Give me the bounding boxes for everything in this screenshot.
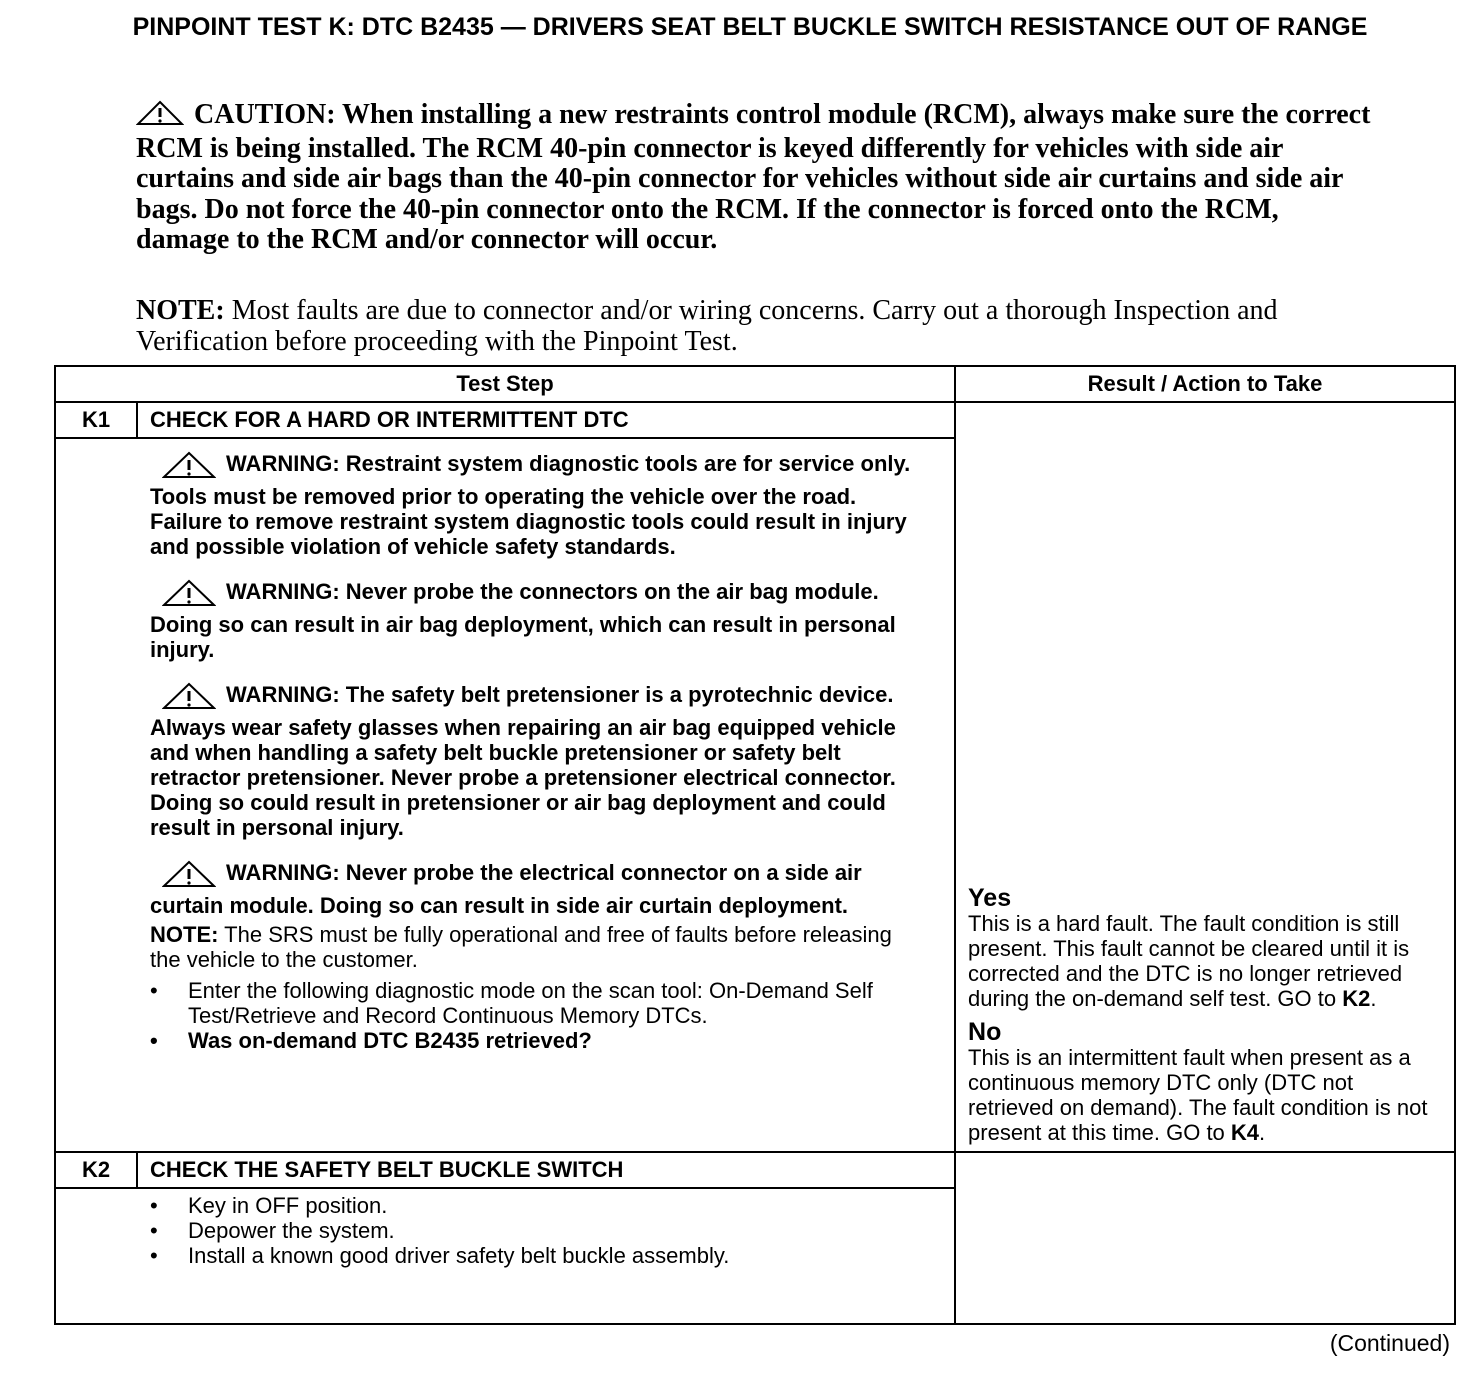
k2-step-id: K2: [55, 1152, 137, 1188]
k1-note-text: The SRS must be fully operational and free of faults before releasing the vehicle to the customer.: [150, 922, 892, 972]
header-result: Result / Action to Take: [955, 366, 1455, 402]
k1-yes-goto: K2: [1342, 986, 1371, 1011]
k1-yes-text: [968, 911, 1444, 1011]
k1-yes-label: Yes: [968, 884, 1012, 912]
pinpoint-table: [54, 365, 1456, 1325]
warning-triangle-icon: [136, 100, 184, 134]
caution-paragraph: [136, 100, 1376, 256]
continued-label: (Continued): [1329, 1330, 1450, 1356]
k1-body: [55, 438, 955, 1152]
k2-result-cell: [955, 1152, 1455, 1324]
warning-triangle-icon: [162, 860, 216, 893]
k1-no-end: .: [1259, 1120, 1266, 1145]
k1-warning-1-text: WARNING: Restraint system diagnostic tools are for service only. Tools must be removed prior to operating the vehicle over the road. Failure to remove restraint system diagnostic tools could result in injury and possible violation of vehicle safety standards.: [150, 451, 911, 559]
k1-no-text: [968, 1045, 1444, 1145]
k1-no-label: No: [968, 1018, 1002, 1046]
k1-warning-3: [150, 682, 914, 840]
k1-title-row: [55, 402, 1455, 438]
warning-triangle-icon: [162, 451, 216, 484]
list-item: • Key in OFF position.: [150, 1193, 914, 1218]
k1-warning-2-text: WARNING: Never probe the connectors on the air bag module. Doing so can result in air bag deployment, which can result in personal injury.: [150, 579, 896, 662]
list-item: • Was on-demand DTC B2435 retrieved?: [150, 1028, 914, 1053]
list-item: • Depower the system.: [150, 1218, 914, 1243]
k1-no-body: This is an intermittent fault when present as a continuous memory DTC only (DTC not retrieved on demand). The fault condition is not present at this time. GO to: [968, 1045, 1428, 1145]
note-paragraph: [136, 296, 1376, 357]
k1-warning-2: [150, 579, 914, 662]
table-header-row: [55, 366, 1455, 402]
k1-warning-3-text: WARNING: The safety belt pretensioner is a pyrotechnic device. Always wear safety glasses when repairing an air bag equipped vehicle and when handling a safety belt buckle pretensioner or safety belt retractor pretensioner. Never probe a pretensioner electrical connector. Doing so could result in pretensioner or air bag deployment and could result in personal injury.: [150, 682, 896, 840]
note-text: Most faults are due to connector and/or wiring concerns. Carry out a thorough Inspection and Verification before proceeding with the Pinpoint Test.: [136, 295, 1278, 357]
k1-warning-4-text: WARNING: Never probe the electrical connector on a side air curtain module. Doing so can result in side air curtain deployment.: [150, 860, 862, 918]
k1-step-title: CHECK FOR A HARD OR INTERMITTENT DTC: [137, 402, 955, 438]
k1-warning-1: [150, 451, 914, 559]
note-label: NOTE:: [136, 295, 225, 326]
k2-title-row: [55, 1152, 1455, 1188]
k1-no-goto: K4: [1230, 1120, 1260, 1145]
caution-text: CAUTION: When installing a new restraints control module (RCM), always make sure the correct RCM is being installed. The RCM 40-pin connector is keyed differently for vehicles with side air curtains and side air bags than the 40-pin connector for vehicles without side air curtains and side air bags. Do not force the 40-pin connector onto the RCM. If the connector is forced onto the RCM, damage to the RCM and/or connector will occur.: [136, 99, 1371, 256]
k1-result-cell: [955, 402, 1455, 1152]
k1-yes-body: This is a hard fault. The fault condition is still present. This fault cannot be cleared until it is corrected and the DTC is no longer retrieved during the on-demand self test. GO to: [968, 911, 1410, 1011]
warning-triangle-icon: [162, 682, 216, 715]
k1-note-label: NOTE:: [150, 922, 219, 947]
k2-bullet-list: [150, 1193, 914, 1268]
k1-warning-4: [150, 860, 914, 918]
warning-triangle-icon: [162, 579, 216, 612]
k1-step-id: K1: [55, 402, 137, 438]
list-item: • Enter the following diagnostic mode on the scan tool: On-Demand Self Test/Retrieve and Record Continuous Memory DTCs.: [150, 978, 914, 1028]
header-test-step: Test Step: [55, 366, 955, 402]
list-item: • Install a known good driver safety belt buckle assembly.: [150, 1243, 914, 1268]
k2-step-title: CHECK THE SAFETY BELT BUCKLE SWITCH: [137, 1152, 955, 1188]
k2-body: [55, 1188, 955, 1324]
page-title: PINPOINT TEST K: DTC B2435 — DRIVERS SEAT BELT BUCKLE SWITCH RESISTANCE OUT OF RANGE: [132, 13, 1368, 41]
k1-bullet-list: [150, 978, 914, 1053]
k1-yes-end: .: [1370, 986, 1377, 1011]
k1-note: [150, 922, 914, 972]
